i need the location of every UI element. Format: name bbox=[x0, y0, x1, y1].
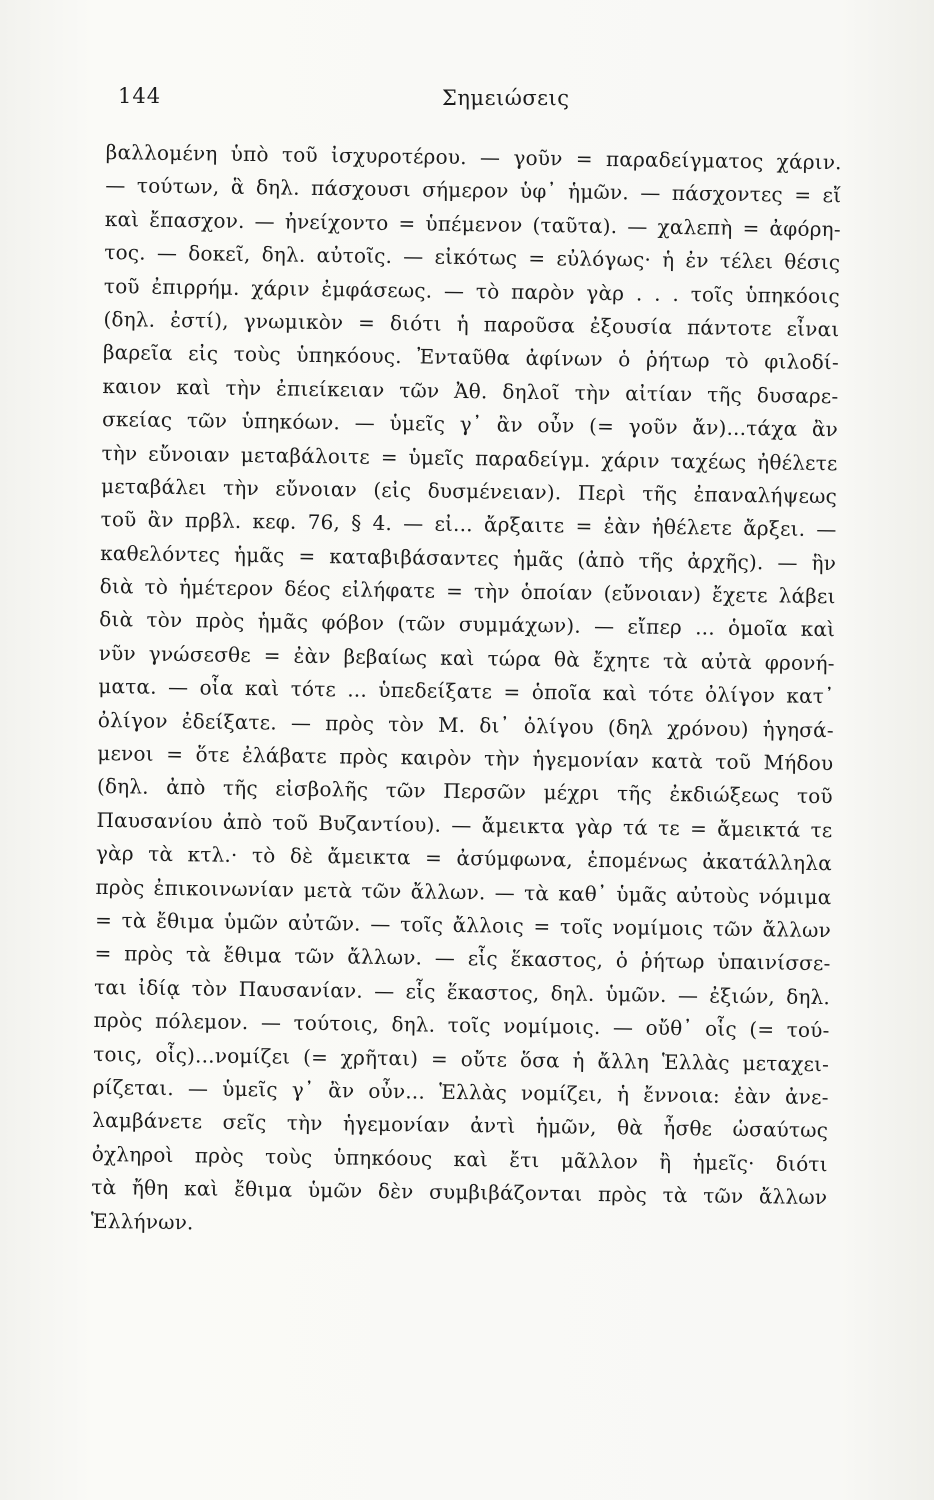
text-line: ματα. — οἷα καὶ τότε ... ὑπεδείξατε = ὁποῖα καὶ τότε ὀλίγον κατ᾽ bbox=[98, 674, 835, 709]
text-line: τοῦ ἐπιρρήμ. χάριν ἐμφάσεως. — τὸ παρὸν γὰρ . . . τοῖς ὑπηκόοις bbox=[103, 273, 841, 308]
text-line: τοις, οἷς)...νομίζει (= χρῆται) = οὔτε ὅσα ἡ ἄλλη Ἑλλὰς μεταχει- bbox=[93, 1041, 830, 1076]
text-line: πρὸς πόλεμον. — τούτοις, δηλ. τοῖς νομίμοις. — οὔθ᾽ οἷς (= τού- bbox=[93, 1008, 830, 1043]
text-line: νῦν γνώσεσθε = ἐὰν βεβαίως καὶ τώρα θὰ ἔχητε τὰ αὐτὰ φρονή- bbox=[98, 640, 835, 676]
text-line: βαρεῖα εἰς τοὺς ὑπηκόους. Ἐνταῦθα ἀφίνων ὁ ῥήτωρ τὸ φιλοδί- bbox=[102, 340, 840, 375]
text-line: τὰ ἤθη καὶ ἔθιμα ὑμῶν δὲν συμβιβάζονται πρὸς τὰ τῶν ἄλλων bbox=[91, 1175, 828, 1210]
text-line: μενοι = ὅτε ἐλάβατε πρὸς καιρὸν τὴν ἡγεμονίαν κατὰ τοῦ Μήδου bbox=[97, 740, 834, 776]
text-line: ὀλίγον ἐδείξατε. — πρὸς τὸν Μ. δι᾽ ὀλίγου (δηλ χρόνου) ἡγησά- bbox=[97, 707, 834, 742]
text-line: μεταβάλει τὴν εὔνοιαν (εἰς δυσμένειαν). Περὶ τῆς ἐπαναλήψεως bbox=[100, 473, 838, 509]
text-line: καὶ ἔπασχον. — ἠνείχοντο = ὑπέμενον (ταῦτα). — χαλεπὴ = ἀφόρη- bbox=[104, 206, 841, 242]
text-line: Παυσανίου ἀπὸ τοῦ Βυζαντίου). — ἄμεικτα γὰρ τά τε = ἄμεικτά τε bbox=[96, 807, 833, 843]
text-line: τὴν εὔνοιαν μεταβάλοιτε = ὑμεῖς παραδείγμ. χάριν ταχέως ἠθέλετε bbox=[101, 440, 838, 475]
text-line: Ἑλλήνων. bbox=[90, 1208, 194, 1234]
text-line: πρὸς ἐπικοινωνίαν μετὰ τῶν ἄλλων. — τὰ καθ᾽ ὑμᾶς αὐτοὺς νόμιμα bbox=[95, 874, 832, 909]
running-title: Σημειώσεις bbox=[442, 86, 570, 110]
text-line: σκείας τῶν ὑπηκόων. — ὑμεῖς γ᾽ ἂν οὖν (= γοῦν ἄν)...τάχα ἂν bbox=[101, 407, 839, 442]
text-line: ται ἰδίᾳ τὸν Παυσανίαν. — εἷς ἕκαστος, δηλ. ὑμῶν. — ἐξιών, δηλ. bbox=[93, 974, 831, 1009]
text-line: διὰ τὸν πρὸς ἡμᾶς φόβον (τῶν συμμάχων). — εἴπερ ... ὁμοῖα καὶ bbox=[99, 607, 836, 642]
text-line: καιον καὶ τὴν ἐπιείκειαν τῶν Ἀθ. δηλοῖ τὴν αἰτίαν τῆς δυσαρε- bbox=[102, 373, 839, 408]
text-line: λαμβάνετε σεῖς τὴν ἡγεμονίαν ἀντὶ ἡμῶν, θὰ ἦσθε ὡσαύτως bbox=[92, 1108, 829, 1143]
text-line: βαλλομένη ὑπὸ τοῦ ἰσχυροτέρου. — γοῦν = παραδείγματος χάριν. bbox=[105, 139, 842, 175]
text-line: τος. — δοκεῖ, δηλ. αὐτοῖς. — εἰκότως = εὐλόγως· ἡ ἐν τέλει θέσις bbox=[104, 240, 841, 275]
page-number: 144 bbox=[118, 84, 162, 108]
text-line: — τούτων, ἃ δηλ. πάσχουσι σήμερον ὑφ᾽ ἡμῶν. — πάσχοντες = εἴ bbox=[105, 173, 842, 208]
text-line: (δηλ. ἐστί), γνωμικὸν = διότι ἡ παροῦσα ἐξουσία πάντοτε εἶναι bbox=[103, 306, 840, 342]
text-line: = πρὸς τὰ ἔθιμα τῶν ἄλλων. — εἷς ἕκαστος, ὁ ῥήτωρ ὑπαινίσσε- bbox=[94, 941, 831, 976]
text-line: τοῦ ἂν πρβλ. κεφ. 76, § 4. — εἰ... ἄρξαιτε = ἐὰν ἠθέλετε ἄρξει. — bbox=[100, 507, 837, 542]
text-line: ὀχληροὶ πρὸς τοὺς ὑπηκόους καὶ ἔτι μᾶλλον ἢ ἡμεῖς· διότι bbox=[91, 1141, 828, 1176]
text-line: = τὰ ἔθιμα ὑμῶν αὐτῶν. — τοῖς ἄλλοις = τοῖς νομίμοις τῶν ἄλλων bbox=[94, 907, 832, 943]
text-line: καθελόντες ἡμᾶς = καταβιβάσαντες ἡμᾶς (ἀπὸ τῆς ἀρχῆς). — ἣν bbox=[100, 540, 837, 575]
text-line: διὰ τὸ ἡμέτερον δέος εἰλήφατε = τὴν ὁποίαν (εὔνοιαν) ἔχετε λάβει bbox=[99, 574, 836, 609]
page-header bbox=[112, 84, 814, 114]
notes-body-text bbox=[91, 136, 842, 1248]
text-line: (δηλ. ἀπὸ τῆς εἰσβολῆς τῶν Περσῶν μέχρι τῆς ἐκδιώξεως τοῦ bbox=[96, 774, 834, 809]
text-line: γὰρ τὰ κτλ.· τὸ δὲ ἄμεικτα = ἀσύμφωνα, ἑπομένως ἀκατάλληλα bbox=[95, 841, 833, 876]
text-line: ρίζεται. — ὑμεῖς γ᾽ ἂν οὖν... Ἑλλὰς νομίζει, ἡ ἔννοια: ἐὰν ἀνε- bbox=[92, 1074, 829, 1110]
